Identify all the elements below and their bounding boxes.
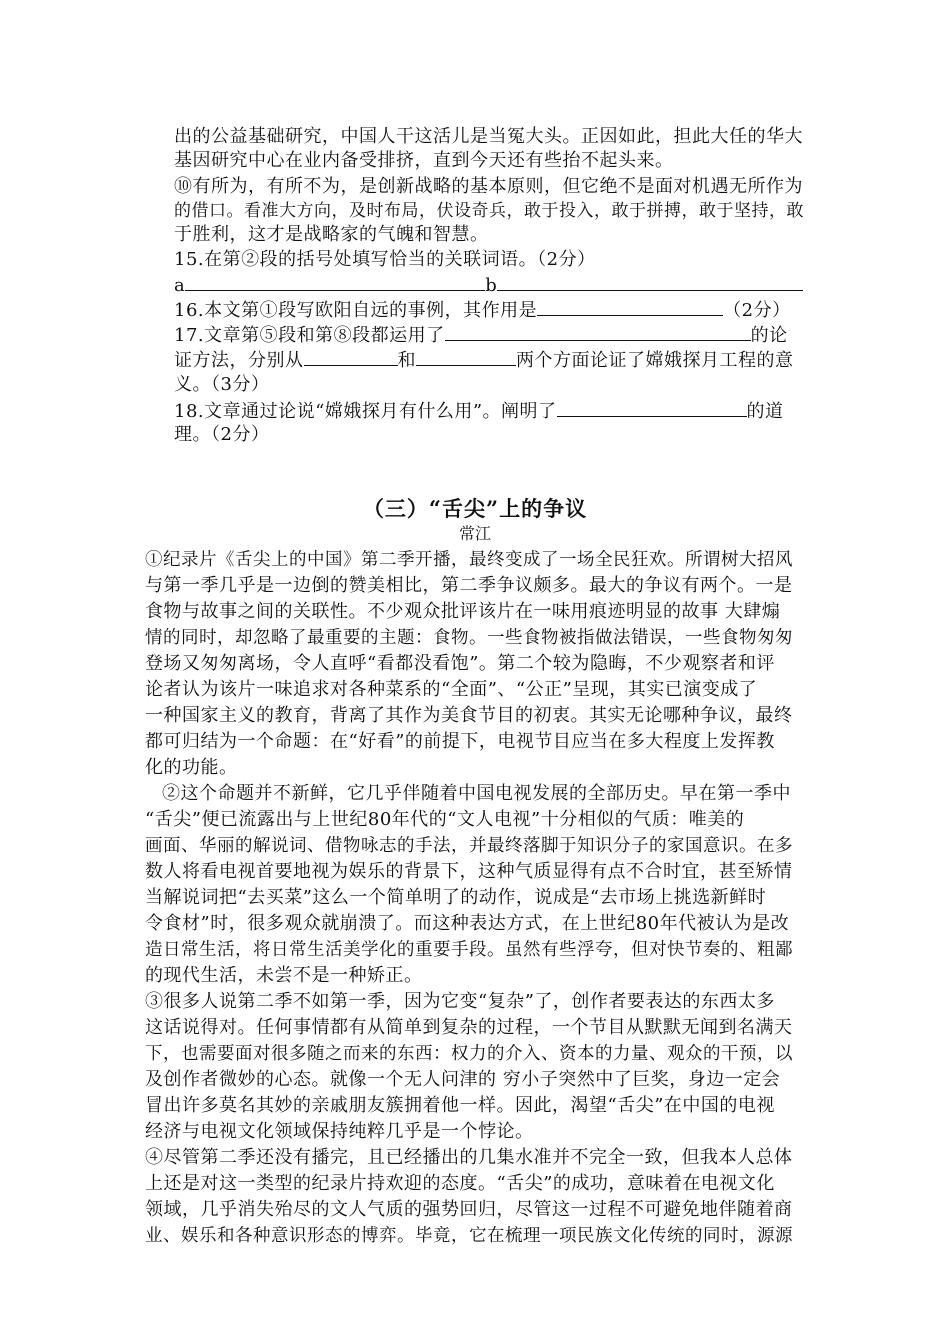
text-line: 一种国家主义的教育，背离了其作为美食节目的初衷。其实无论哪种争议，最终	[145, 705, 793, 726]
question-18-line2: 理。（2分）	[174, 424, 270, 445]
text-line: 业、娱乐和各种意识形态的博弈。毕竟，它在梳理一项民族文化传统的同时，源源	[145, 1226, 793, 1246]
answer-blank-b[interactable]	[497, 274, 803, 291]
question-18-text-end: 的道	[746, 401, 784, 422]
question-16	[174, 299, 791, 322]
text-line: 画面、华丽的解说词、借物咏志的手法，并最终落脚于知识分子的家国意识。在多	[145, 836, 793, 856]
text-line: 经济与电视文化领域保持纯粹几乎是一个悖论。	[145, 1121, 534, 1142]
question-16-text: 16.本文第①段写欧阳自远的事例，其作用是	[174, 300, 538, 321]
question-17-line3: 义。（3分）	[174, 374, 270, 395]
text-line: 这话说得对。任何事情都有从简单到复杂的过程，一个节目从默默无闻到名满天	[145, 1017, 793, 1038]
answer-blank-17-a[interactable]	[304, 349, 398, 366]
text-line: 数人将看电视首要地视为娱乐的背景下，这种气质显得有点不合时宜，甚至矫情	[145, 861, 793, 882]
text-line: 令食材”时，很多观众就崩溃了。而这种表达方式，在上世纪80年代被认为是改	[145, 913, 790, 934]
text-line: 冒出许多莫名其妙的亲戚朋友簇拥着他一样。因此，渴望“舌尖”在中国的电视	[145, 1095, 775, 1116]
text-line: 化的功能。	[145, 757, 238, 778]
answer-label-b: b	[485, 275, 498, 296]
text-line: 当解说词把“去买菜”这么一个简单明了的动作，说成是“去市场上挑选新鲜时	[145, 887, 767, 908]
answer-blank-18[interactable]	[557, 400, 747, 417]
text-line: 上还是对这一类型的纪录片持欢迎的态度。“舌尖”的成功，意味着在电视文化	[145, 1173, 775, 1194]
text-line: ②这个命题并不新鲜，它几乎伴随着中国电视发展的全部历史。早在第一季中	[162, 783, 791, 804]
answer-label-a: a	[174, 275, 186, 296]
text-line: 情的同时，却忽略了最重要的主题：食物。一些食物被指做法错误，一些食物匆匆	[145, 628, 793, 648]
text-line: 下，也需要面对很多随之而来的东西：权力的介入、资本的力量、观众的干预，以	[145, 1044, 793, 1064]
text-line: ⑩有所为，有所不为，是创新战略的基本原则，但它绝不是面对机遇无所作为	[174, 176, 803, 197]
question-17-text: 两个方面论证了嫦娥探月工程的意	[516, 350, 794, 371]
answer-blank-a[interactable]	[185, 274, 485, 291]
text-line: 食物与故事之间的关联性。不少观众批评该片在一味用痕迹明显的故事 大肆煽	[145, 601, 781, 622]
section-title: （三）“舌尖”上的争议	[362, 496, 588, 521]
text-line: 于胜利，这才是战略家的气魄和智慧。	[174, 224, 489, 245]
author: 常江	[458, 524, 491, 543]
question-18	[174, 400, 784, 423]
question-17-text: 17.文章第⑤段和第⑧段都运用了	[174, 325, 445, 346]
answer-blank-16[interactable]	[537, 299, 723, 316]
text-line: ①纪录片《舌尖上的中国》第二季开播，最终变成了一场全民狂欢。所谓树大招风	[145, 550, 793, 570]
text-line: 论者认为该片一味追求对各种菜系的“全面”、“公正”呈现，其实已演变成了	[145, 679, 758, 700]
answer-blank-17-b[interactable]	[416, 349, 516, 366]
question-15-answers	[174, 274, 803, 297]
text-line: ③很多人说第二季不如第一季，因为它变“复杂”了，创作者要表达的东西太多	[145, 991, 775, 1012]
text-line: ④尽管第二季还没有播完，且已经播出的几集水准并不完全一致，但我本人总体	[145, 1147, 793, 1168]
question-17-line2	[174, 349, 794, 372]
text-line: 领域，几乎消失殆尽的文人气质的强势回归，尽管这一过程不可避免地伴随着商	[145, 1199, 793, 1220]
question-17-text: 和	[397, 350, 416, 371]
text-line: 出的公益基础研究，中国人干这活儿是当冤大头。正因如此，担此大任的华大	[174, 126, 803, 147]
question-18-text: 18.文章通过论说“嫦娥探月有什么用”。阐明了	[174, 401, 557, 422]
text-line: 的现代生活，未尝不是一种矫正。	[145, 965, 423, 986]
text-line: 与第一季几乎是一边倒的赞美相比，第二季争议颇多。最大的争议有两个。一是	[145, 575, 793, 596]
text-line: “舌尖”便已流露出与上世纪80年代的“文人电视”十分相似的气质：唯美的	[145, 809, 745, 830]
question-15: 15.在第②段的括号处填写恰当的关联词语。（2分）	[174, 249, 596, 270]
answer-blank-17-method[interactable]	[445, 324, 751, 341]
text-line: 登场又匆匆离场，令人直呼“看都没看饱”。第二个较为隐晦，不少观察者和评	[145, 653, 775, 674]
question-17-text: 证方法，分别从	[174, 350, 304, 371]
text-line: 的借口。看准大方向，及时布局，伏设奇兵，敢于投入，敢于拼搏，敢于坚持，敢	[174, 201, 804, 221]
question-16-score: （2分）	[723, 300, 791, 321]
text-line: 基因研究中心在业内备受排挤，直到今天还有些抬不起头来。	[174, 150, 674, 171]
question-17-text-end: 的论	[750, 325, 788, 346]
question-17	[174, 324, 788, 347]
text-line: 及创作者微妙的心态。就像一个无人问津的 穷小子突然中了巨奖，身边一定会	[145, 1069, 781, 1090]
text-line: 都可归结为一个命题：在“好看”的前提下，电视节目应当在多大程度上发挥教	[145, 731, 775, 752]
text-line: 造日常生活，将日常生活美学化的重要手段。虽然有些浮夸，但对快节奏的、粗鄙	[145, 940, 793, 960]
